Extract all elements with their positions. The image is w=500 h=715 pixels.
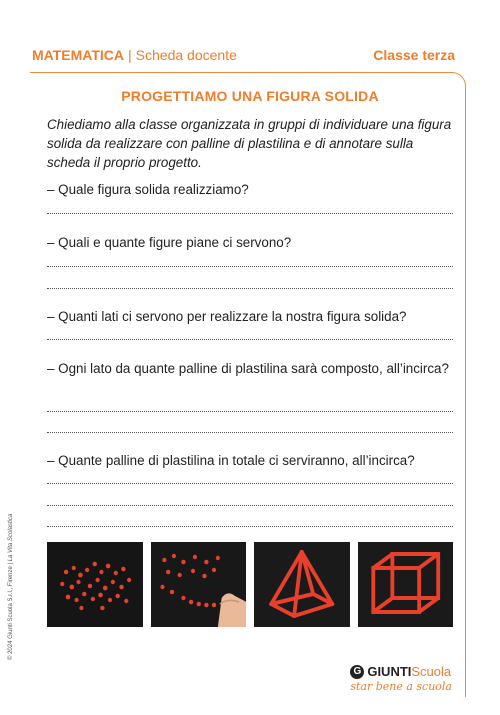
answer-line[interactable] (47, 526, 453, 527)
intro-text: Chiediamo alla classe organizzata in gruppi di individuare una figura solida da realizzare con palline di plastilina e di annotare sulla scheda il proprio progetto. (47, 117, 452, 170)
magazine-name: La Vita Scolastica (8, 513, 14, 562)
pyramid-icon (254, 542, 350, 627)
header-separator: | (128, 47, 132, 63)
subject-label: MATEMATICA (32, 47, 125, 63)
question-2: – Quali e quante figure piane ci servono? (47, 235, 292, 250)
answer-line[interactable] (47, 339, 453, 340)
answer-line[interactable] (47, 483, 453, 484)
worksheet-title: PROGETTIAMO UNA FIGURA SOLIDA (121, 88, 379, 104)
answer-line[interactable] (47, 432, 453, 433)
giunti-scuola-logo (350, 664, 452, 693)
clay-pyramid-photo (254, 542, 350, 627)
clay-cube-photo (358, 542, 454, 627)
photo-strip (47, 542, 453, 627)
question-3: – Quanti lati ci servono per realizzare la nostra figura solida? (47, 309, 407, 324)
sheet-type-label: Scheda docente (135, 47, 237, 63)
logo-slogan: star bene a scuola (350, 680, 452, 693)
answer-line[interactable] (47, 411, 453, 412)
logo-scuola: Scuola (411, 664, 452, 679)
logo-brand: GIUNTI (367, 664, 412, 679)
page-header (32, 44, 455, 66)
hand-shaping-clay-photo (151, 542, 247, 627)
cube-icon (358, 542, 454, 627)
question-4: – Ogni lato da quante palline di plastilina sarà composto, all’incirca? (47, 361, 449, 376)
answer-line[interactable] (47, 266, 453, 267)
question-5: – Quante palline di plastilina in totale ci serviranno, all’incirca? (47, 453, 415, 468)
answer-line[interactable] (47, 505, 453, 506)
header-left (32, 47, 237, 63)
copyright-note (8, 470, 14, 660)
hand-clay-icon (151, 542, 247, 627)
copyright-text: © 2024 Giunti Scuola S.r.l., Firenze | (8, 561, 14, 660)
answer-line[interactable] (47, 213, 453, 214)
g-logo-icon: G (350, 665, 364, 679)
scattered-clay-balls-icon (47, 542, 143, 627)
scattered-clay-balls-photo (47, 542, 143, 627)
class-label: Classe terza (373, 47, 455, 63)
answer-line[interactable] (47, 288, 453, 289)
question-1: – Quale figura solida realizziamo? (47, 182, 249, 197)
